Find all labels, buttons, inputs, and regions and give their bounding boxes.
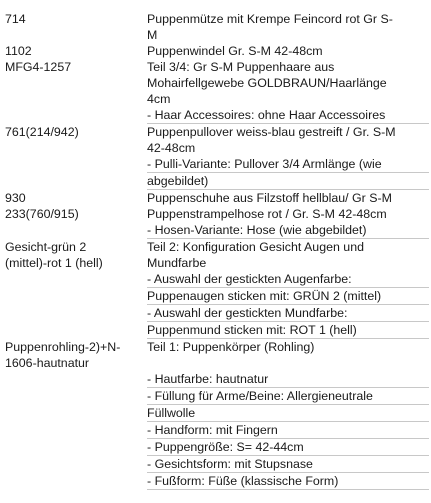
description-line: Teil 3/4: Gr S-M Puppenhaare aus	[147, 60, 335, 74]
description-cell	[143, 11, 429, 43]
description-line: Puppenstrampelhose rot / Gr. S-M 42-48cm	[147, 207, 387, 221]
description-line: Puppenwindel Gr. S-M 42-48cm	[147, 44, 323, 58]
option-line: - Puppengröße: S= 42-44cm	[147, 439, 429, 456]
description-line: Teil 1: Puppenkörper (Rohling)	[147, 340, 315, 354]
description-line: Teil 2: Konfiguration Gesicht Augen und	[147, 240, 364, 254]
option-line: - Handform: mit Fingern	[147, 422, 429, 439]
table-row	[2, 190, 429, 239]
article-number-cell	[2, 43, 143, 124]
article-number: 1606-hautnatur	[5, 356, 90, 370]
option-line: - Auswahl der gestickten Augenfarbe:	[147, 271, 429, 288]
article-number-cell	[2, 11, 143, 43]
description-line: Puppenpullover weiss-blau gestreift / Gr. S-M	[147, 125, 396, 139]
description-line: abgebildet)	[147, 173, 429, 190]
option-line: - Gesichtsform: mit Stupsnase	[147, 456, 429, 473]
description-line: Puppenschuhe aus Filzstoff hellblau/ Gr S-M	[147, 191, 392, 205]
article-number: 233(760/915)	[5, 207, 79, 221]
article-number: Puppenrohling-2)+N-	[5, 340, 121, 354]
description-line: Füllwolle	[147, 405, 429, 422]
article-number: 761(214/942)	[5, 125, 79, 139]
article-number: 1102	[5, 44, 32, 58]
option-line: - Fußform: Füße (klassische Form)	[147, 473, 429, 490]
table-row	[2, 124, 429, 190]
option-line: - Pulli-Variante: Pullover 3/4 Armlänge (wie	[147, 156, 429, 173]
article-number: Gesicht-grün 2	[5, 240, 87, 254]
description-line: M	[147, 28, 158, 42]
description-line: 42-48cm	[147, 141, 196, 155]
article-number: 930	[5, 191, 26, 205]
option-line: - Hautfarbe: hautnatur	[147, 371, 429, 388]
article-number: MFG4-1257	[5, 60, 72, 74]
description-line: Puppenmund sticken mit: ROT 1 (hell)	[147, 322, 429, 339]
article-number: (mittel)-rot 1 (hell)	[5, 256, 103, 270]
description-line	[147, 355, 429, 371]
description-cell	[143, 190, 429, 239]
description-cell	[143, 124, 429, 190]
description-line: Mundfarbe	[147, 256, 207, 270]
description-line: 4cm	[147, 92, 171, 106]
article-number-cell	[2, 339, 143, 490]
article-number-cell	[2, 239, 143, 339]
article-number-cell	[2, 124, 143, 190]
table-row	[2, 239, 429, 339]
description-cell	[143, 339, 429, 490]
table-row	[2, 11, 429, 43]
option-line: - Haar Accessoires: ohne Haar Accessoires	[147, 107, 429, 124]
order-items-table	[2, 11, 429, 490]
description-line: Mohairfellgewebe GOLDBRAUN/Haarlänge	[147, 76, 387, 90]
option-line: - Hosen-Variante: Hose (wie abgebildet)	[147, 222, 429, 239]
article-number-cell	[2, 190, 143, 239]
description-line: Puppenaugen sticken mit: GRÜN 2 (mittel)	[147, 288, 429, 305]
table-row	[2, 43, 429, 124]
description-cell	[143, 43, 429, 124]
table-row	[2, 339, 429, 490]
article-number: 714	[5, 12, 26, 26]
option-line: - Füllung für Arme/Beine: Allergieneutrale	[147, 388, 429, 405]
order-items-body	[2, 11, 429, 490]
option-line: - Auswahl der gestickten Mundfarbe:	[147, 305, 429, 322]
description-line: Puppenmütze mit Krempe Feincord rot Gr S-	[147, 12, 393, 26]
description-cell	[143, 239, 429, 339]
